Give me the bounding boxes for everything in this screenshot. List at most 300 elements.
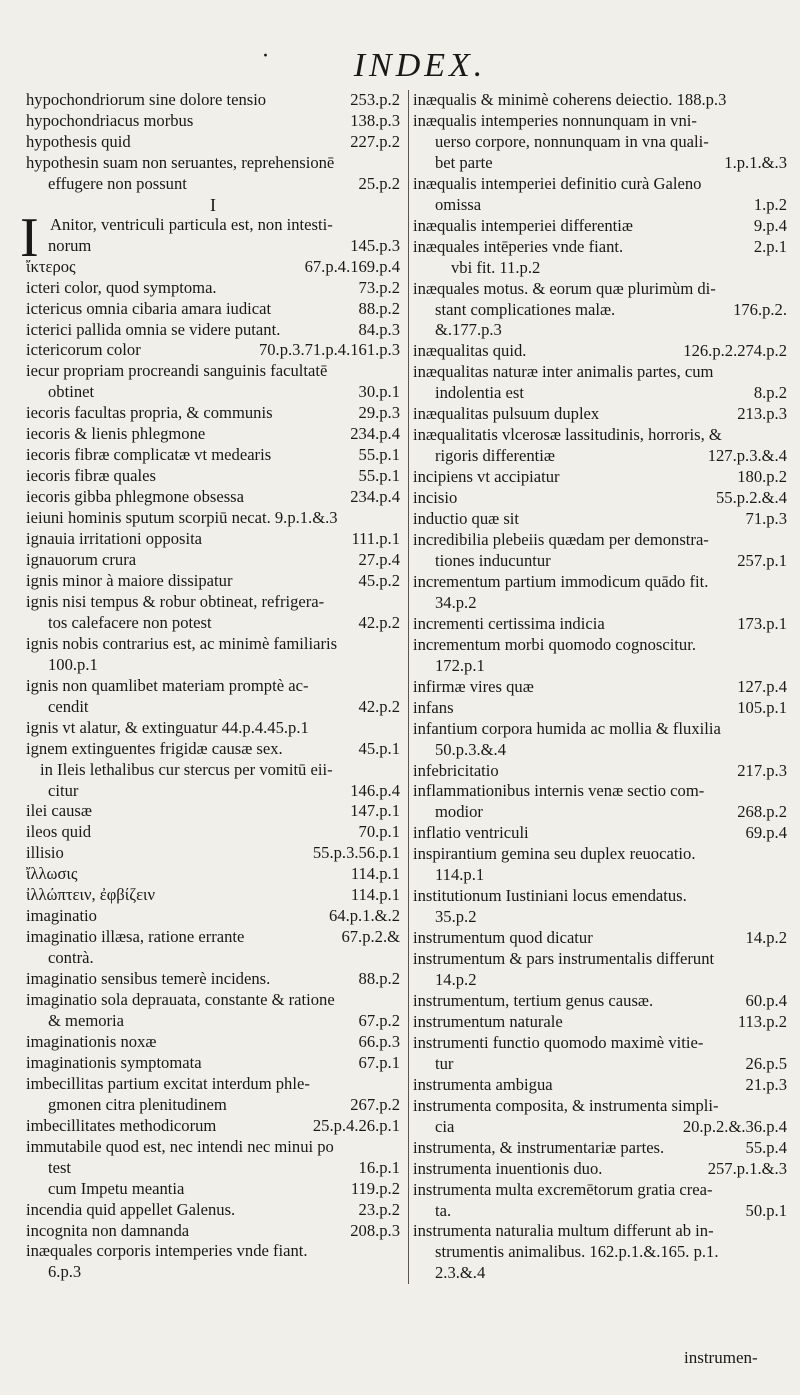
index-entry [26, 257, 400, 278]
index-entry [413, 698, 787, 719]
index-entry [413, 216, 787, 237]
index-entry [26, 927, 400, 948]
catchword: instrumen- [684, 1348, 758, 1367]
index-entry [26, 718, 400, 739]
entry-continuation-text: cendit [48, 696, 89, 716]
letter-heading: I [210, 194, 216, 215]
index-entry [413, 362, 787, 383]
entry-continuation [413, 1117, 787, 1138]
entry-page-ref: 69.p.4 [745, 823, 787, 843]
entry-term: instrumentum naturale [413, 1011, 563, 1031]
entry-continuation-text: gmonen citra plenitudinem [48, 1094, 227, 1114]
entry-page-ref: 42.p.2 [358, 696, 400, 716]
entry-page-ref: 9.p.4 [753, 215, 787, 235]
entry-term: infebricitatio [413, 760, 499, 780]
index-entry [413, 488, 787, 509]
entry-term: incisio [413, 488, 458, 508]
index-entry [26, 634, 400, 655]
entry-continuation [26, 174, 400, 195]
entry-continuation [413, 320, 787, 341]
entry-page-ref: 66.p.3 [358, 1031, 400, 1051]
entry-continuation [26, 1158, 400, 1179]
entry-term: inflatio ventriculi [413, 823, 529, 843]
entry-term: incrementum partium immodicum quādo fit. [413, 571, 709, 591]
entry-continuation [413, 656, 787, 677]
entry-page-ref: 88.p.2 [358, 969, 400, 989]
index-entry [413, 425, 787, 446]
index-entry [26, 529, 400, 550]
index-entry [413, 111, 787, 132]
entry-term: illisio [26, 843, 64, 863]
index-entry [26, 969, 400, 990]
index-entry [413, 341, 787, 362]
entry-continuation [413, 551, 787, 572]
entry-page-ref: 138.p.3 [350, 110, 400, 130]
entry-term: ignem extinguentes frigidæ causæ sex. [26, 738, 283, 758]
entry-continuation [26, 948, 400, 969]
index-entry [413, 530, 787, 551]
entry-continuation [26, 613, 400, 634]
index-entry [413, 781, 787, 802]
entry-term: infantium corpora humida ac mollia & fluxilia [413, 718, 721, 738]
entry-page-ref: 114.p.1 [350, 864, 400, 884]
index-entry [413, 677, 787, 698]
entry-term: imaginatio illæsa, ratione errante [26, 927, 245, 947]
entry-page-ref: 84.p.3 [358, 319, 400, 339]
entry-term: inæquales intēperies vnde fiant. [413, 236, 624, 256]
entry-page-ref: 45.p.1 [358, 738, 400, 758]
entry-term: imaginationis symptomata [26, 1052, 202, 1072]
index-entry [26, 885, 400, 906]
entry-continuation-text: 114.p.1 [435, 865, 485, 885]
entry-page-ref: 127.p.3.&.4 [707, 446, 787, 466]
entry-page-ref: 113.p.2 [737, 1011, 787, 1031]
entry-term: institutionum Iustiniani locus emendatus. [413, 886, 687, 906]
entry-page-ref: 60.p.4 [745, 990, 787, 1010]
entry-continuation [26, 781, 400, 802]
index-entry [26, 340, 400, 361]
entry-continuation-text: cum Impetu meantia [48, 1178, 185, 1198]
entry-term: instrumenta naturalia multum differunt ab in- [413, 1221, 714, 1241]
entry-term: incognita non damnanda [26, 1220, 190, 1240]
entry-page-ref: 180.p.2 [737, 467, 787, 487]
entry-continuation [413, 970, 787, 991]
index-entry [413, 949, 787, 970]
entry-page-ref: 25.p.4.26.p.1 [312, 1115, 400, 1135]
entry-continuation-text: tur [435, 1053, 454, 1073]
index-entry [26, 739, 400, 760]
entry-continuation-text: & memoria [48, 1010, 125, 1030]
entry-continuation-text: tos calefacere non potest [48, 612, 212, 632]
index-entry [26, 990, 400, 1011]
entry-term: ileos quid [26, 822, 91, 842]
entry-term: inæqualitas quid. [413, 341, 527, 361]
entry-continuation [413, 740, 787, 761]
entry-continuation-text: contrà. [48, 948, 94, 968]
index-entry [26, 592, 400, 613]
entry-continuation-text: tiones inducuntur [435, 550, 551, 570]
entry-page-ref: 55.p.1 [358, 466, 400, 486]
index-entry [413, 991, 787, 1012]
entry-page-ref: 213.p.3 [737, 404, 787, 424]
entry-term: ictericus omnia cibaria amara iudicat [26, 298, 272, 318]
entry-term: ignis nobis contrarius est, ac minimè familiaris [26, 633, 338, 653]
entry-continuation [26, 1179, 400, 1200]
entry-term: ignauorum crura [26, 550, 137, 570]
entry-continuation [413, 1242, 787, 1263]
entry-continuation [413, 258, 787, 279]
entry-page-ref: 16.p.1 [358, 1157, 400, 1177]
entry-page-ref: 70.p.3.71.p.4.161.p.3 [258, 340, 400, 360]
index-entry [26, 132, 400, 153]
entry-page-ref: 173.p.1 [737, 613, 787, 633]
index-entry [413, 928, 787, 949]
entry-page-ref: 55.p.1 [358, 445, 400, 465]
entry-page-ref: 146.p.4 [350, 780, 400, 800]
index-entry [413, 1159, 787, 1180]
entry-continuation [26, 1262, 400, 1283]
index-entry [413, 1180, 787, 1201]
index-entry [26, 571, 400, 592]
index-entry [413, 1033, 787, 1054]
entry-page-ref: 217.p.3 [737, 760, 787, 780]
entry-term: ilei causæ [26, 801, 92, 821]
entry-page-ref: 111.p.1 [351, 529, 400, 549]
entry-continuation-text: 35.p.2 [435, 907, 477, 927]
initial-capital: I [20, 206, 39, 269]
entry-term: hypothesis quid [26, 131, 131, 151]
entry-term: iecoris fibræ complicatæ vt medearis [26, 445, 272, 465]
entry-page-ref: 42.p.2 [358, 612, 400, 632]
entry-term: imaginationis noxæ [26, 1031, 157, 1051]
index-entry [413, 237, 787, 258]
entry-page-ref: 88.p.2 [358, 298, 400, 318]
index-column-left [20, 90, 400, 1283]
entry-term: hypothesin suam non seruantes, reprehensionē [26, 152, 335, 172]
entry-continuation [413, 195, 787, 216]
index-entry [413, 404, 787, 425]
entry-term: inæqualis intemperies nonnunquam in vni- [413, 110, 697, 130]
index-entry [26, 487, 400, 508]
entry-page-ref: 8.p.2 [753, 383, 787, 403]
index-entry [413, 174, 787, 195]
entry-term: imaginatio sensibus temerè incidens. [26, 969, 271, 989]
index-entry [413, 509, 787, 530]
entry-page-ref: 21.p.3 [745, 1074, 787, 1094]
entry-page-ref: 67.p.2.& [341, 927, 400, 947]
index-entry [413, 1012, 787, 1033]
entry-term: imbecillitas partium excitat interdum phle- [26, 1073, 310, 1093]
entry-page-ref: 67.p.4.169.p.4 [304, 256, 400, 276]
index-entry [413, 635, 787, 656]
entry-term: instrumentum, tertium genus causæ. [413, 990, 654, 1010]
entry-term: instrumenti functio quomodo maximè vitie- [413, 1032, 704, 1052]
entry-page-ref: 268.p.2 [737, 802, 787, 822]
index-entry [26, 864, 400, 885]
entry-term: inflammationibus internis venæ sectio com- [413, 781, 705, 801]
entry-continuation [413, 383, 787, 404]
entry-continuation-text: 2.3.&.4 [435, 1263, 486, 1283]
entry-term: hypochondriorum sine dolore tensio [26, 90, 267, 109]
index-entry [26, 424, 400, 445]
entry-continuation [413, 593, 787, 614]
entry-page-ref: 14.p.2 [745, 928, 787, 948]
entry-continuation [26, 236, 400, 257]
index-entry [26, 843, 400, 864]
entry-continuation-text: stant complicationes malæ. [435, 299, 616, 319]
entry-page-ref: 126.p.2.274.p.2 [683, 341, 787, 361]
entry-term: ignis minor à maiore dissipatur [26, 570, 233, 590]
entry-term: instrumentum quod dicatur [413, 928, 593, 948]
entry-continuation-text: 14.p.2 [435, 970, 477, 990]
index-entry [26, 822, 400, 843]
entry-page-ref: 257.p.1.&.3 [707, 1158, 787, 1178]
entry-page-ref: 227.p.2 [350, 131, 400, 151]
index-entry [26, 676, 400, 697]
index-entry [26, 1116, 400, 1137]
entry-term: ἴλλωσις [26, 864, 78, 884]
entry-page-ref: 176.p.2. [733, 299, 787, 319]
entry-page-ref: 1.p.2 [753, 194, 787, 214]
index-entry [413, 279, 787, 300]
entry-continuation-text: 100.p.1 [48, 654, 98, 674]
entry-continuation-text: citur [48, 780, 79, 800]
entry-continuation [26, 382, 400, 403]
entry-continuation-text: uerso corpore, nonnunquam in vna quali- [435, 131, 709, 151]
index-entry [26, 361, 400, 382]
entry-term: in Ileis lethalibus cur stercus per vomitū eii- [40, 759, 333, 779]
entry-term: inæquales corporis intemperies vnde fiant. [26, 1241, 308, 1261]
entry-term: instrumenta ambigua [413, 1074, 553, 1094]
entry-continuation-text: indolentia est [435, 383, 524, 403]
entry-continuation [413, 865, 787, 886]
index-entry [413, 572, 787, 593]
entry-term: ignauia irritationi opposita [26, 529, 203, 549]
entry-term: iecoris facultas propria, & communis [26, 403, 273, 423]
entry-term: instrumenta composita, & instrumenta simpli- [413, 1095, 719, 1115]
entry-term: inæqualis intemperiei differentiæ [413, 215, 633, 235]
entry-term: icterici pallida omnia se videre putant. [26, 319, 281, 339]
entry-term: instrumenta, & instrumentariæ partes. [413, 1137, 665, 1157]
entry-term: icteri color, quod symptoma. [26, 277, 217, 297]
index-entry [26, 1221, 400, 1242]
entry-page-ref: 114.p.1 [350, 885, 400, 905]
entry-continuation [26, 1011, 400, 1032]
entry-term: inductio quæ sit [413, 509, 520, 529]
entry-continuation-text: modior [435, 802, 483, 822]
entry-page-ref: 257.p.1 [737, 550, 787, 570]
entry-page-ref: 145.p.3 [350, 235, 400, 255]
entry-page-ref: 127.p.4 [737, 676, 787, 696]
entry-term: imaginatio sola deprauata, constante & ratione [26, 990, 335, 1010]
entry-page-ref: 55.p.4 [745, 1137, 787, 1157]
index-entry [413, 1075, 787, 1096]
entry-term: instrumenta inuentionis duo. [413, 1158, 603, 1178]
entry-page-ref: 267.p.2 [350, 1094, 400, 1114]
entry-continuation-text: rigoris differentiæ [435, 446, 555, 466]
entry-continuation [413, 153, 787, 174]
entry-continuation-text: test [48, 1157, 72, 1177]
entry-continuation [413, 446, 787, 467]
entry-term: infirmæ vires quæ [413, 676, 534, 696]
index-entry [413, 1138, 787, 1159]
entry-continuation [413, 1263, 787, 1284]
entry-term: instrumenta multa excremētorum gratia crea- [413, 1179, 713, 1199]
index-entry [26, 1200, 400, 1221]
entry-term: inæqualis intemperiei definitio curà Galeno [413, 173, 702, 193]
entry-term: ἰλλώπτειν, ἐφβίζειν [26, 885, 156, 905]
entry-term: inæqualis & minimè coherens deiectio. 188.p.3 [413, 90, 727, 109]
entry-term: iecoris gibba phlegmone obsessa [26, 487, 244, 507]
index-entry [413, 886, 787, 907]
entry-page-ref: 71.p.3 [745, 509, 787, 529]
index-entry [413, 614, 787, 635]
index-entry [26, 445, 400, 466]
entry-continuation-text: effugere non possunt [48, 173, 187, 193]
entry-continuation-text: 6.p.3 [48, 1262, 82, 1282]
entry-term: instrumentum & pars instrumentalis differunt [413, 949, 715, 969]
entry-term: Anitor, ventriculi particula est, non intesti- [50, 214, 333, 234]
entry-page-ref: 253.p.2 [350, 90, 400, 109]
entry-term: imbecillitates methodicorum [26, 1115, 217, 1135]
index-entry [26, 1074, 400, 1095]
entry-term: inæqualitas naturæ inter animalis partes, cum [413, 362, 714, 382]
entry-term: ignis nisi tempus & robur obtineat, refrigera- [26, 591, 325, 611]
entry-page-ref: 55.p.3.56.p.1 [312, 843, 400, 863]
entry-term: iecoris & lienis phlegmone [26, 424, 206, 444]
entry-page-ref: 64.p.1.&.2 [329, 906, 400, 926]
entry-term: incipiens vt accipiatur [413, 467, 560, 487]
entry-page-ref: 55.p.2.&.4 [716, 488, 787, 508]
index-entry [26, 508, 400, 529]
entry-term: inspirantium gemina seu duplex reuocatio. [413, 844, 696, 864]
entry-page-ref: 30.p.1 [358, 382, 400, 402]
entry-term: incrementum morbi quomodo cognoscitur. [413, 634, 696, 654]
entry-continuation-text: cia [435, 1116, 455, 1136]
entry-term: iecoris fibræ quales [26, 466, 156, 486]
entry-continuation [413, 1201, 787, 1222]
entry-page-ref: 234.p.4 [350, 487, 400, 507]
entry-term: ἴκτερος [26, 256, 76, 276]
index-column-right [408, 90, 787, 1284]
entry-continuation-text: obtinet [48, 382, 95, 402]
entry-term: hypochondriacus morbus [26, 110, 194, 130]
entry-term: inæquales motus. & eorum quæ plurimùm di- [413, 278, 716, 298]
entry-continuation [413, 132, 787, 153]
index-entry [26, 278, 400, 299]
index-entry [413, 467, 787, 488]
entry-continuation [413, 802, 787, 823]
entry-term: immutabile quod est, nec intendi nec minui po [26, 1136, 334, 1156]
entry-page-ref: 67.p.2 [358, 1010, 400, 1030]
index-entry [26, 906, 400, 927]
entry-continuation-text: omissa [435, 194, 482, 214]
entry-continuation [413, 1054, 787, 1075]
index-entry [413, 823, 787, 844]
index-entry [26, 801, 400, 822]
entry-term: ignis non quamlibet materiam promptè ac- [26, 675, 309, 695]
entry-continuation [413, 907, 787, 928]
entry-continuation [26, 697, 400, 718]
entry-page-ref: 70.p.1 [358, 822, 400, 842]
index-entry [26, 1053, 400, 1074]
index-entry [26, 90, 400, 111]
index-entry [26, 466, 400, 487]
entry-term: ictericorum color [26, 340, 141, 360]
index-entry [26, 1137, 400, 1158]
entry-term: ignis vt alatur, & extinguatur 44.p.4.45.p.1 [26, 717, 309, 737]
index-entry [413, 761, 787, 782]
entry-page-ref: 208.p.3 [350, 1220, 400, 1240]
entry-page-ref: 50.p.1 [745, 1200, 787, 1220]
entry-term: infans [413, 697, 454, 717]
index-entry [26, 111, 400, 132]
index-entry [26, 1241, 400, 1262]
entry-term: ieiuni hominis sputum scorpiū necat. 9.p.1.&.3 [26, 508, 338, 528]
entry-page-ref: 67.p.1 [358, 1052, 400, 1072]
index-entry [26, 1032, 400, 1053]
entry-page-ref: 119.p.2 [350, 1178, 400, 1198]
index-entry [26, 320, 400, 341]
index-entry [26, 153, 400, 174]
entry-page-ref: 147.p.1 [350, 801, 400, 821]
entry-continuation [26, 1095, 400, 1116]
entry-continuation-text: bet parte [435, 152, 493, 172]
entry-continuation-text: 34.p.2 [435, 592, 477, 612]
entry-page-ref: 23.p.2 [358, 1199, 400, 1219]
entry-term: inæqualitatis vlcerosæ lassitudinis, horroris, & [413, 425, 722, 445]
entry-continuation-text: 50.p.3.&.4 [435, 739, 506, 759]
entry-page-ref: 105.p.1 [737, 697, 787, 717]
entry-page-ref: 1.p.1.&.3 [724, 152, 787, 172]
entry-continuation [413, 300, 787, 321]
header-dot: · [262, 44, 269, 69]
entry-term: incredibilia plebeiis quædam per demonstra- [413, 530, 709, 550]
entry-term: incrementi certissima indicia [413, 613, 605, 633]
entry-page-ref: 26.p.5 [745, 1053, 787, 1073]
index-entry [413, 719, 787, 740]
entry-term: iecur propriam procreandi sanguinis facultatē [26, 361, 328, 381]
index-entry [413, 844, 787, 865]
entry-page-ref: 2.p.1 [753, 236, 787, 256]
entry-term: inæqualitas pulsuum duplex [413, 404, 600, 424]
entry-page-ref: 25.p.2 [358, 173, 400, 193]
entry-continuation [26, 655, 400, 676]
index-entry [26, 760, 400, 781]
entry-page-ref: 73.p.2 [358, 277, 400, 297]
entry-continuation-text: vbi fit. 11.p.2 [451, 257, 541, 277]
index-entry [413, 90, 787, 111]
entry-continuation-text: 172.p.1 [435, 655, 485, 675]
entry-continuation-text: norum [48, 235, 92, 255]
index-entry [26, 550, 400, 571]
index-entry [413, 1096, 787, 1117]
entry-continuation-text: &.177.p.3 [435, 320, 502, 340]
entry-page-ref: 45.p.2 [358, 570, 400, 590]
entry-term: incendia quid appellet Galenus. [26, 1199, 236, 1219]
entry-page-ref: 234.p.4 [350, 424, 400, 444]
entry-continuation-text: ta. [435, 1200, 452, 1220]
index-entry [26, 299, 400, 320]
page-title: INDEX. [353, 47, 487, 84]
entry-term: imaginatio [26, 906, 97, 926]
index-entry [413, 1221, 787, 1242]
entry-page-ref: 27.p.4 [358, 550, 400, 570]
entry-continuation-text: strumentis animalibus. 162.p.1.&.165. p.1. [435, 1242, 719, 1262]
entry-page-ref: 20.p.2.&.36.p.4 [682, 1116, 787, 1136]
index-entry [26, 403, 400, 424]
entry-page-ref: 29.p.3 [358, 403, 400, 423]
